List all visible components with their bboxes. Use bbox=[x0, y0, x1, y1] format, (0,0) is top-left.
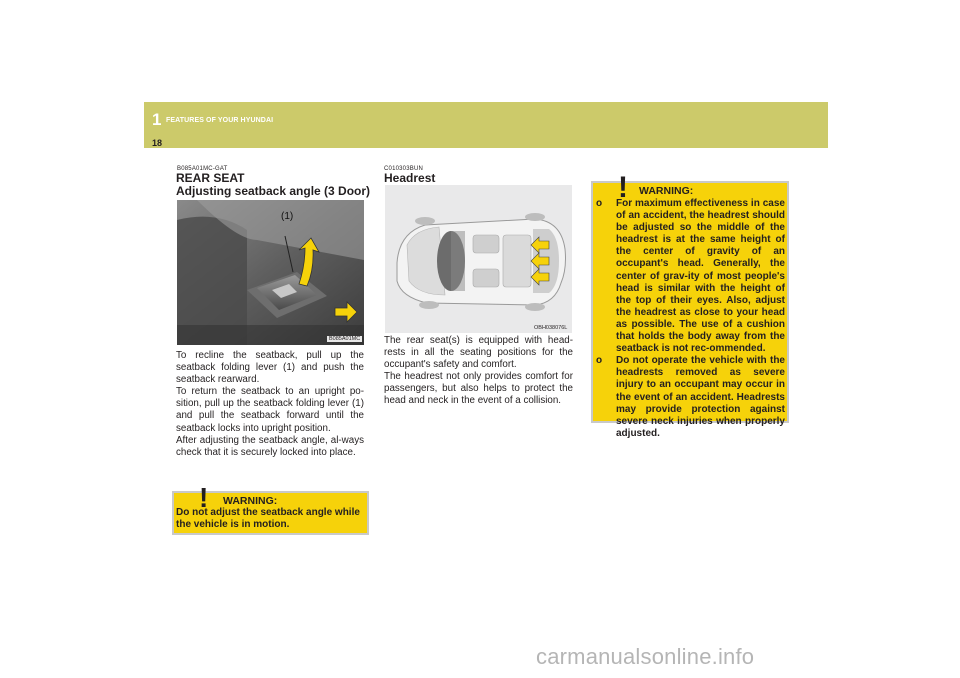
warning-box-headrest bbox=[591, 171, 789, 439]
chapter-title: FEATURES OF YOUR HYUNDAI bbox=[166, 117, 274, 124]
paragraph: The rear seat(s) is equipped with head-rests in all the seating positions for the occupant's safety and comfort. bbox=[384, 335, 573, 371]
page-number: 18 bbox=[152, 138, 163, 148]
warning-list bbox=[596, 198, 785, 440]
seat-illustration bbox=[177, 200, 364, 345]
figure-caption: OBH038076L bbox=[534, 325, 568, 331]
warning-title: WARNING: bbox=[223, 495, 278, 507]
section-title: REAR SEAT bbox=[176, 171, 245, 185]
paragraph: To recline the seatback, pull up the seatback folding lever (1) and push the seatback rearward. bbox=[176, 350, 364, 386]
section-subtitle: Adjusting seatback angle (3 Door) bbox=[176, 184, 371, 198]
section-title: Headrest bbox=[384, 171, 436, 185]
figure-caption: B085A01MC bbox=[329, 336, 361, 342]
seatback-lever-figure bbox=[177, 200, 364, 345]
warning-exclamation-icon bbox=[607, 169, 639, 201]
warning-box-seatback bbox=[172, 482, 369, 535]
paragraph: To return the seatback to an upright po-sition, pull up the seatback folding lever (1) and pull the seatback forward until the seatback locks into upright position. bbox=[176, 386, 364, 434]
headrest-description bbox=[384, 335, 573, 408]
warning-text: Do not adjust the seatback angle while the vehicle is in motion. bbox=[176, 507, 360, 531]
svg-text:!: ! bbox=[199, 482, 209, 511]
section-code: C010303BUN bbox=[384, 166, 424, 172]
chapter-number: 1 bbox=[152, 110, 162, 129]
car-top-view-illustration bbox=[385, 185, 572, 333]
bullet: o bbox=[596, 198, 603, 209]
warning-item-text: Do not operate the vehicle with the headrests removed as severe injury to an occupant may occur in the event of an accident. Headrests may provide protection against severe neck injuries when properly adjusted. bbox=[616, 355, 785, 439]
warning-item bbox=[596, 355, 785, 440]
warning-item-text: For maximum effectiveness in case of an accident, the headrest should be adjusted so the middle of the headrest is at the same height of the center of gravity of an occupant's head. Generally, the center of grav-ity of most people's head is similar with the height of the top of their eyes. Also, adjust the headrest as close to your head as possible. The use of a cushion that holds the body away from the seatback is not rec-ommended. bbox=[616, 198, 785, 355]
bullet: o bbox=[596, 355, 603, 367]
paragraph: The headrest not only provides comfort for passengers, but also helps to protect the head and neck in the event of a collision. bbox=[384, 371, 573, 407]
svg-text:!: ! bbox=[618, 171, 628, 201]
chapter-header-band bbox=[144, 102, 828, 148]
warning-title: WARNING: bbox=[639, 185, 694, 197]
watermark: carmanualsonline.info bbox=[536, 644, 755, 669]
paragraph: After adjusting the seatback angle, al-ways check that it is securely locked into place. bbox=[176, 434, 364, 458]
section-code: B085A01MC-GAT bbox=[177, 166, 228, 172]
headrest-car-figure bbox=[385, 185, 572, 333]
lever-callout: (1) bbox=[281, 211, 294, 222]
warning-item bbox=[596, 198, 785, 355]
rear-seat-instructions bbox=[176, 350, 364, 459]
